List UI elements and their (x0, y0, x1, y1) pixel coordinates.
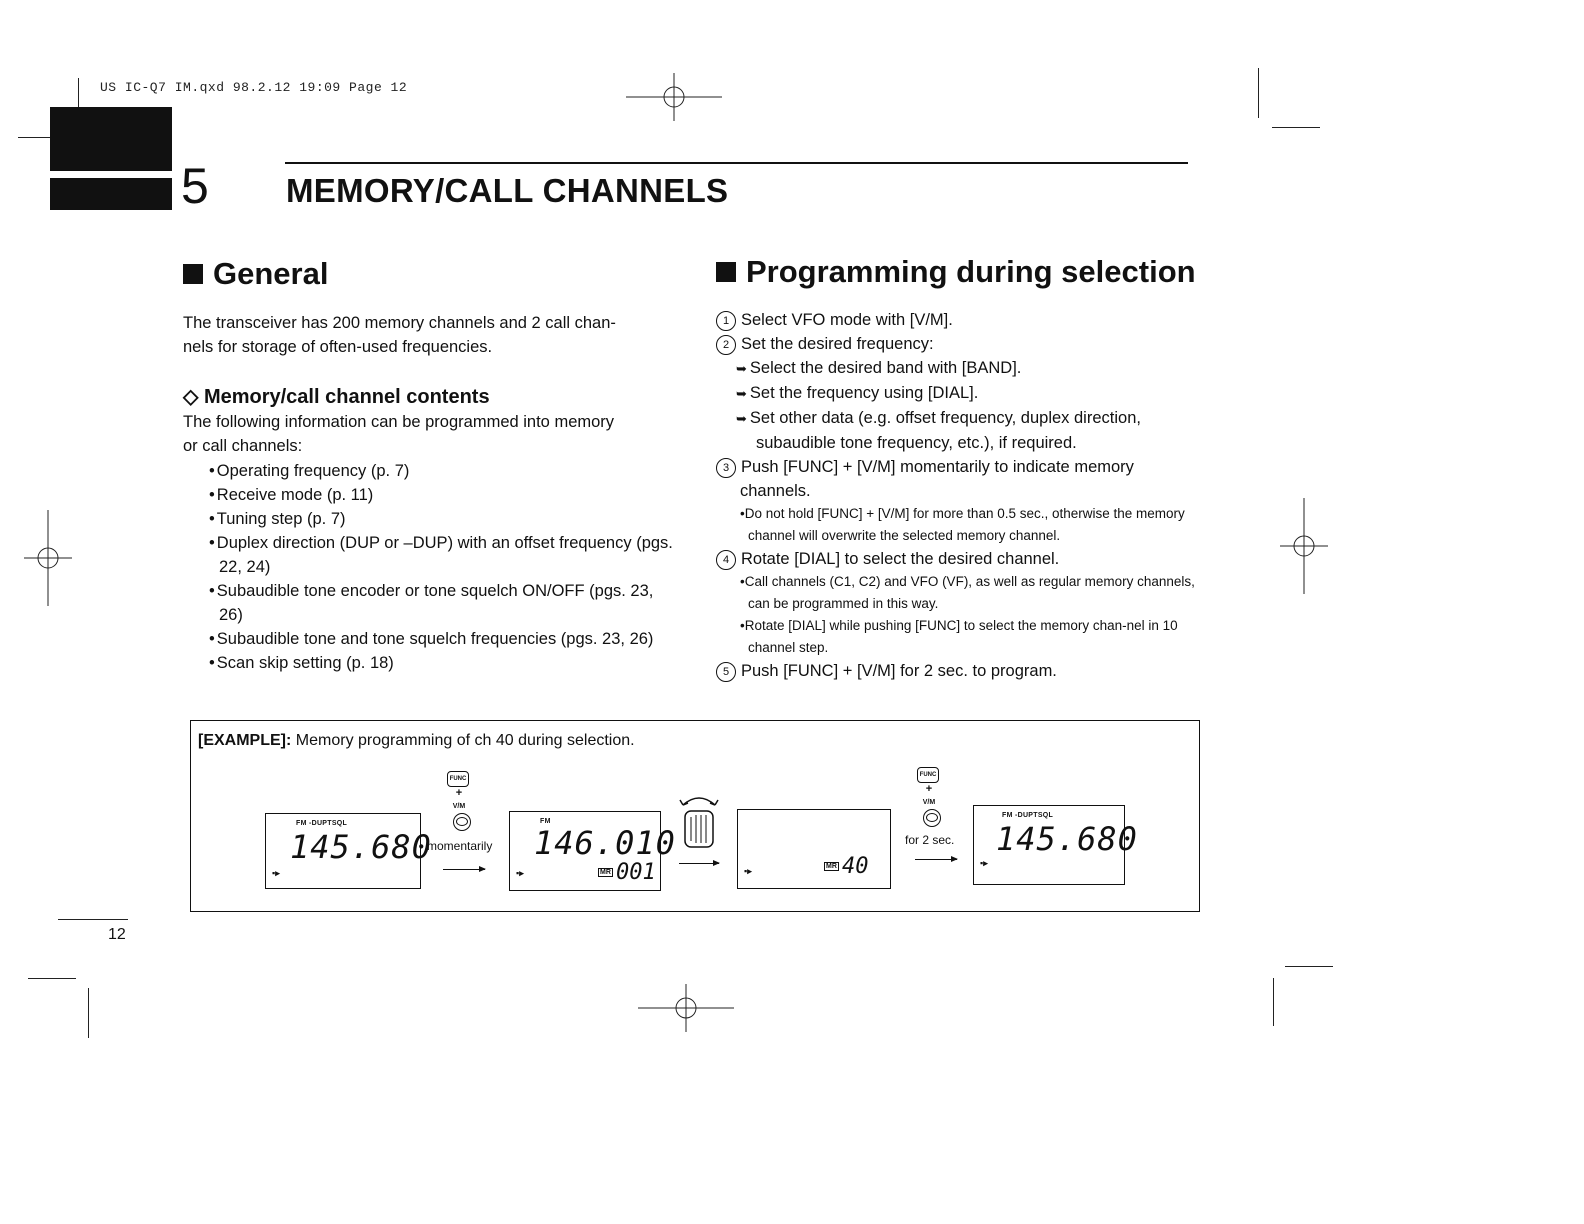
lcd-signal-icon: ▪▸ (272, 868, 280, 878)
lcd-display-2 (509, 811, 676, 891)
caption-for-2-sec: for 2 sec. (905, 833, 955, 847)
lcd-signal-icon: ▪▸ (744, 866, 752, 876)
func-key-icon: FUNC (917, 767, 939, 783)
programming-steps (716, 308, 1198, 683)
step-4-note: •Rotate [DIAL] while pushing [FUNC] to select the memory chan-nel in 10 channel step. (740, 618, 1178, 655)
registration-mark (626, 73, 722, 121)
crop-mark (1273, 978, 1274, 1026)
contents-heading: ◇ Memory/call channel contents (183, 386, 490, 408)
registration-mark (24, 510, 72, 606)
plus-sign: + (455, 787, 463, 799)
lcd-display-1 (265, 813, 432, 889)
flow-arrow (443, 869, 485, 870)
registration-mark (638, 984, 734, 1032)
lcd-channel: 001 (616, 860, 656, 885)
lcd-indicators: FM -DUPTSQL (296, 820, 348, 827)
list-item: • Scan skip setting (p. 18) (207, 651, 677, 675)
crop-mark (1272, 127, 1320, 128)
lcd-channel: 40 (842, 854, 869, 879)
flow-arrow (915, 859, 957, 860)
list-item: • Tuning step (p. 7) (207, 507, 677, 531)
crop-mark (28, 978, 76, 979)
vm-key-icon (453, 813, 471, 831)
list-item: • Subaudible tone encoder or tone squelch ON/OFF (pgs. 23, 26) (207, 579, 677, 627)
flow-arrow (679, 863, 719, 864)
lcd-frequency: 145.680 (290, 828, 432, 866)
func-key-icon: FUNC (447, 771, 469, 787)
lcd-signal-icon: ▪▸ (980, 858, 988, 868)
lcd-display-3 (737, 809, 891, 889)
page-number-rule (58, 919, 128, 920)
file-slug: US IC-Q7 IM.qxd 98.2.12 19:09 Page 12 (100, 80, 408, 95)
vm-key-icon (923, 809, 941, 827)
crop-mark (1285, 966, 1333, 967)
contents-intro: The following information can be programmed into memory or call channels: (183, 413, 615, 455)
lcd-indicators: FM (540, 818, 551, 825)
chapter-tab (50, 107, 172, 171)
step-2-sub: ➥ Select the desired band with [BAND]. (716, 356, 1198, 381)
chapter-tab (50, 178, 172, 210)
step-5: 5 Push [FUNC] + [V/M] for 2 sec. to program. (716, 659, 1198, 683)
lcd-mr-indicator: MR (826, 863, 837, 870)
crop-mark (18, 137, 50, 138)
general-intro: The transceiver has 200 memory channels and 2 call chan- nels for storage of often-used frequencies. (183, 314, 616, 356)
title-rule (285, 162, 1188, 164)
crop-mark (88, 988, 89, 1038)
lcd-signal-icon: ▪▸ (516, 868, 524, 878)
square-bullet-icon (183, 264, 203, 284)
caption-momentarily: momentarily (427, 839, 493, 853)
step-2-sub: ➥ Set the frequency using [DIAL]. (716, 381, 1198, 406)
step-4-note: •Call channels (C1, C2) and VFO (VF), as well as regular memory channels, can be programmed in this way. (740, 574, 1195, 611)
example-box (190, 720, 1200, 912)
step-1: 1 Select VFO mode with [V/M]. (716, 308, 1198, 332)
step-3: 3 Push [FUNC] + [V/M] momentarily to indicate memory channels. (716, 455, 1198, 503)
plus-sign: + (925, 783, 933, 795)
general-heading: General (183, 256, 328, 292)
list-item: • Duplex direction (DUP or –DUP) with an offset frequency (pgs. 22, 24) (207, 531, 677, 579)
dial-knob-icon (679, 791, 719, 851)
chapter-number: 5 (181, 158, 209, 214)
page-number: 12 (108, 926, 126, 943)
lcd-mr-indicator: MR (600, 869, 611, 876)
chapter-title: MEMORY/CALL CHANNELS (286, 172, 729, 209)
example-caption: [EXAMPLE]: Memory programming of ch 40 during selection. (198, 732, 635, 749)
vm-key-label: V/M (452, 803, 466, 810)
step-4: 4 Rotate [DIAL] to select the desired channel. (716, 547, 1198, 571)
crop-mark (78, 78, 79, 108)
vm-key-label: V/M (922, 799, 936, 806)
lcd-indicators: FM -DUPTSQL (1002, 812, 1054, 819)
step-3-note: •Do not hold [FUNC] + [V/M] for more than 0.5 sec., otherwise the memory channel will overwrite the selected memory channel. (740, 506, 1185, 543)
square-bullet-icon (716, 262, 736, 282)
step-2: 2 Set the desired frequency: (716, 332, 1198, 356)
registration-mark (1280, 498, 1328, 594)
programming-heading: Programming during selection (716, 254, 1196, 290)
lcd-frequency: 146.010 (534, 824, 676, 862)
list-item: • Receive mode (p. 11) (207, 483, 677, 507)
lcd-frequency: 145.680 (996, 820, 1138, 858)
lcd-display-4 (973, 805, 1138, 885)
list-item: • Subaudible tone and tone squelch frequencies (pgs. 23, 26) (207, 627, 677, 651)
step-2-sub: ➥ Set other data (e.g. offset frequency, duplex direction, subaudible tone frequency, etc.), if required. (716, 406, 1198, 455)
contents-list (207, 459, 677, 675)
crop-mark (1258, 68, 1259, 118)
list-item: • Operating frequency (p. 7) (207, 459, 677, 483)
